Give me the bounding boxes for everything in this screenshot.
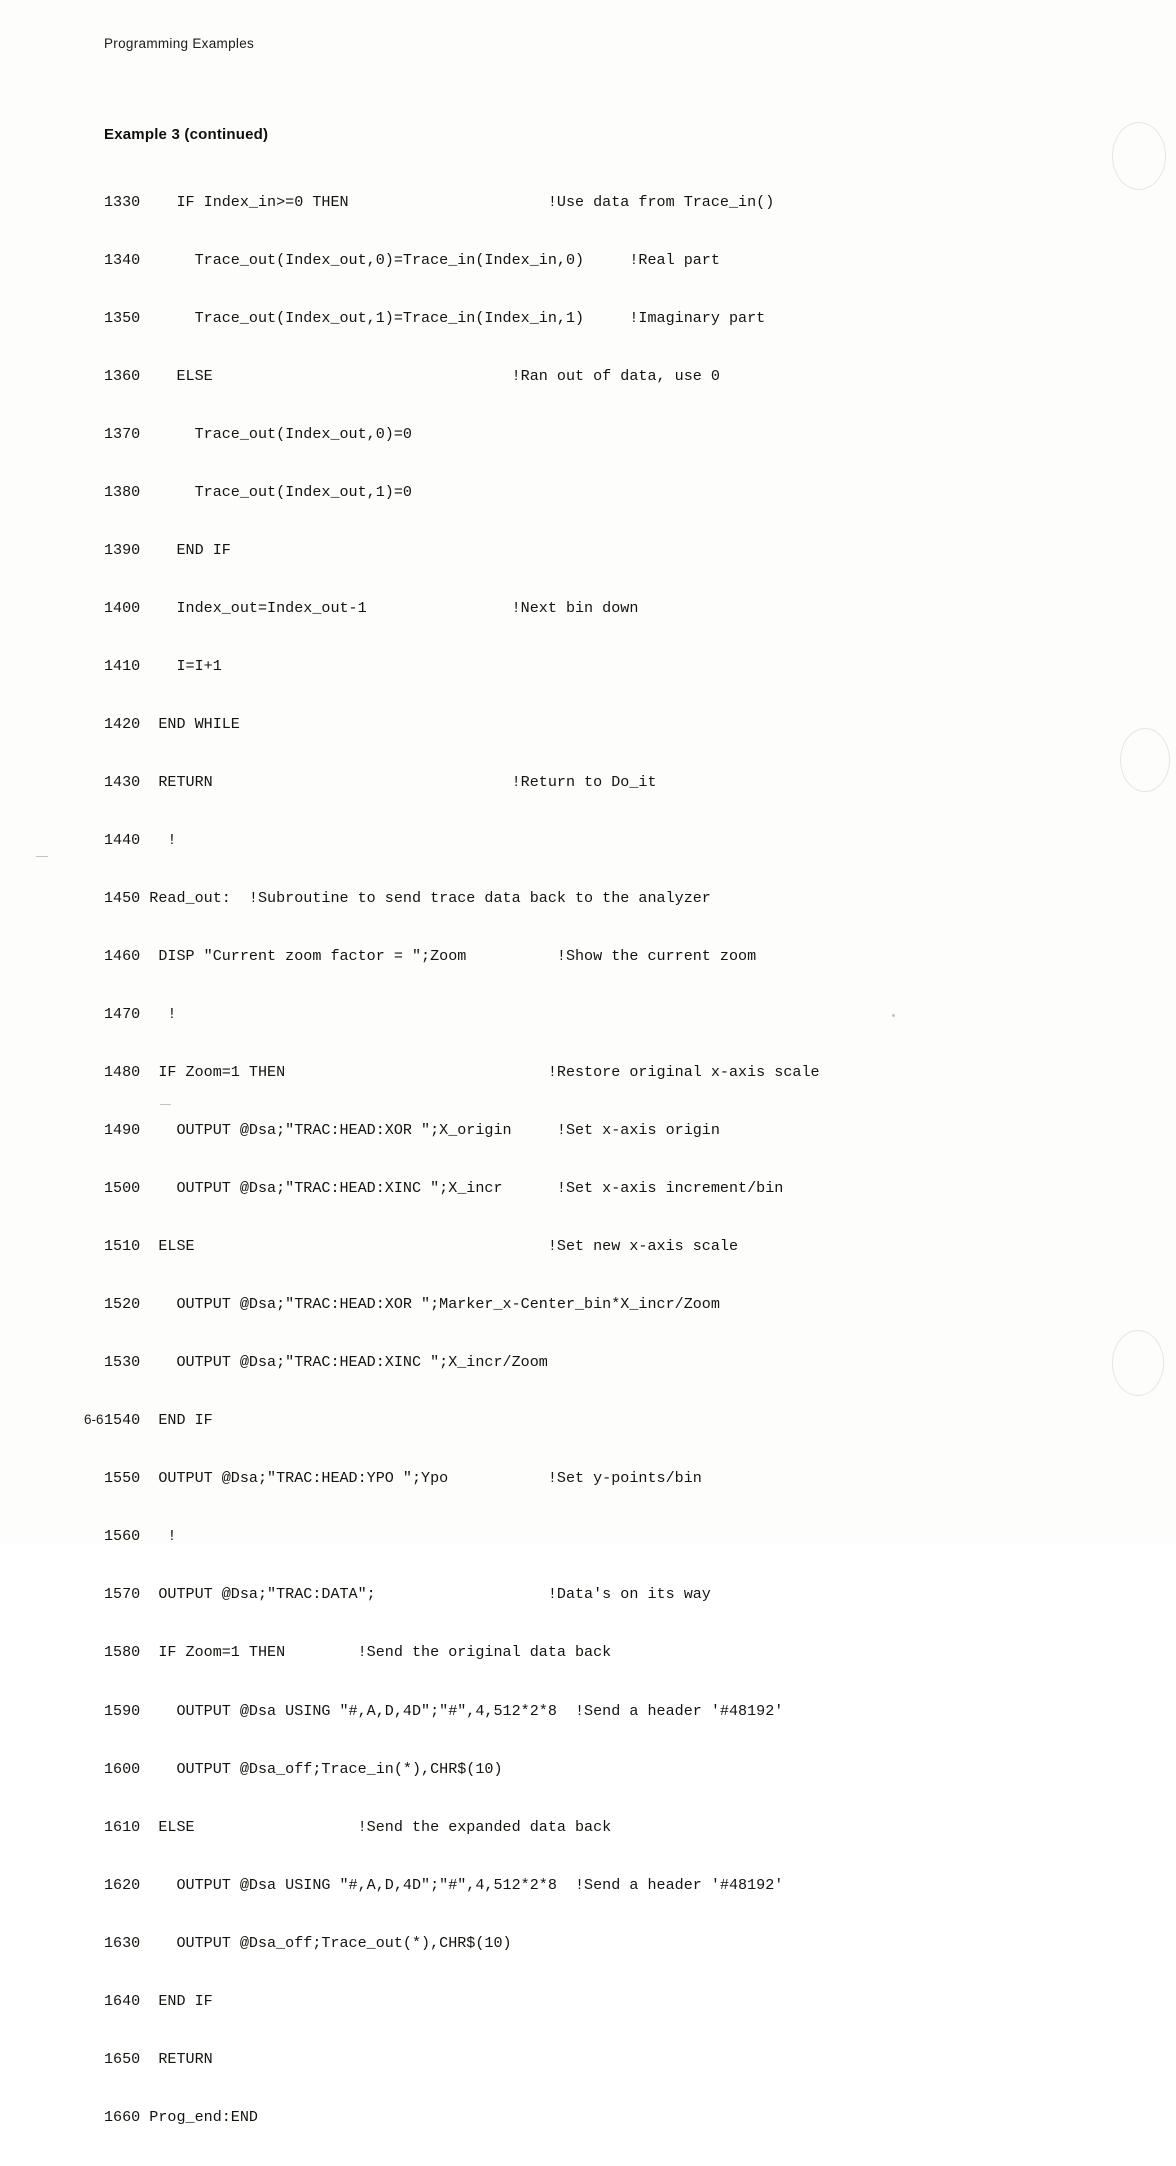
running-head: Programming Examples xyxy=(104,36,255,51)
code-line: 1500 OUTPUT @Dsa;"TRAC:HEAD:XINC ";X_incr !Set x-axis increment/bin xyxy=(104,1179,784,1198)
code-line: 1490 OUTPUT @Dsa;"TRAC:HEAD:XOR ";X_origin !Set x-axis origin xyxy=(104,1121,720,1140)
code-line: 1420 END WHILE xyxy=(104,714,240,733)
code-line: 1650 RETURN xyxy=(104,2049,213,2068)
scan-artifact-icon xyxy=(1112,1330,1164,1396)
code-line: 1390 END IF xyxy=(104,540,231,559)
code-line: 1430 RETURN !Return to Do_it xyxy=(104,773,657,791)
code-line: 1440 ! xyxy=(104,831,177,850)
code-line: 1380 Trace_out(Index_out,1)=0 xyxy=(104,482,412,501)
code-line: 1600 OUTPUT @Dsa_off;Trace_in(*),CHR$(10) xyxy=(104,1759,503,1778)
code-line: 1610 ELSE !Send the expanded data back xyxy=(104,1817,612,1836)
code-line: 1350 Trace_out(Index_out,1)=Trace_in(Index_in,1) !Imaginary part xyxy=(104,308,766,327)
code-line: 1480 IF Zoom=1 THEN !Restore original x-axis scale xyxy=(104,1063,820,1082)
code-line: 1540 END IF xyxy=(104,1411,213,1430)
code-line: 1640 END IF xyxy=(104,1991,213,2010)
code-line: 1620 OUTPUT @Dsa USING "#,A,D,4D";"#",4,512*2*8 !Send a header '#48192' xyxy=(104,1875,784,1894)
code-line: 1450 Read_out: !Subroutine to send trace data back to the analyzer xyxy=(104,889,711,908)
scan-artifact-icon xyxy=(1120,728,1170,792)
code-line: 1560 ! xyxy=(104,1527,177,1546)
code-line: 1370 Trace_out(Index_out,0)=0 xyxy=(104,424,412,443)
code-line: 1570 OUTPUT @Dsa;"TRAC:DATA"; !Data's on its way xyxy=(104,1585,711,1604)
code-line: 1520 OUTPUT @Dsa;"TRAC:HEAD:XOR ";Marker_x-Center_bin*X_incr/Zoom xyxy=(104,1295,720,1314)
page-number: 6-6 xyxy=(84,1412,104,1427)
code-line: 1330 IF Index_in>=0 THEN !Use data from Trace_in() xyxy=(104,192,775,211)
code-line: 1360 ELSE !Ran out of data, use 0 xyxy=(104,366,720,385)
code-line: 1590 OUTPUT @Dsa USING "#,A,D,4D";"#",4,512*2*8 !Send a header '#48192' xyxy=(104,1701,784,1720)
code-line: 1340 Trace_out(Index_out,0)=Trace_in(Index_in,0) !Real part xyxy=(104,250,720,269)
code-line: 1580 IF Zoom=1 THEN !Send the original data back xyxy=(104,1643,612,1662)
code-line: 1510 ELSE !Set new x-axis scale xyxy=(104,1237,739,1256)
code-line: 1410 I=I+1 xyxy=(104,656,222,675)
scan-artifact-icon xyxy=(1112,122,1166,190)
code-line: 1470 ! xyxy=(104,1005,177,1024)
scan-speck-icon xyxy=(892,1014,895,1017)
page-title: Example 3 (continued) xyxy=(104,126,269,143)
code-line: 1550 OUTPUT @Dsa;"TRAC:HEAD:YPO ";Ypo !Set y-points/bin xyxy=(104,1469,702,1488)
scan-speck-icon xyxy=(36,856,48,857)
code-line: 1400 Index_out=Index_out-1 !Next bin down xyxy=(104,598,639,617)
code-line: 1460 DISP "Current zoom factor = ";Zoom !Show the current zoom xyxy=(104,947,757,966)
code-line: 1530 OUTPUT @Dsa;"TRAC:HEAD:XINC ";X_incr/Zoom xyxy=(104,1353,548,1372)
code-line: 1630 OUTPUT @Dsa_off;Trace_out(*),CHR$(10) xyxy=(104,1933,512,1952)
code-line: 1660 Prog_end:END xyxy=(104,2107,258,2126)
code-listing xyxy=(104,154,1104,2166)
scan-speck-icon xyxy=(160,1104,171,1105)
